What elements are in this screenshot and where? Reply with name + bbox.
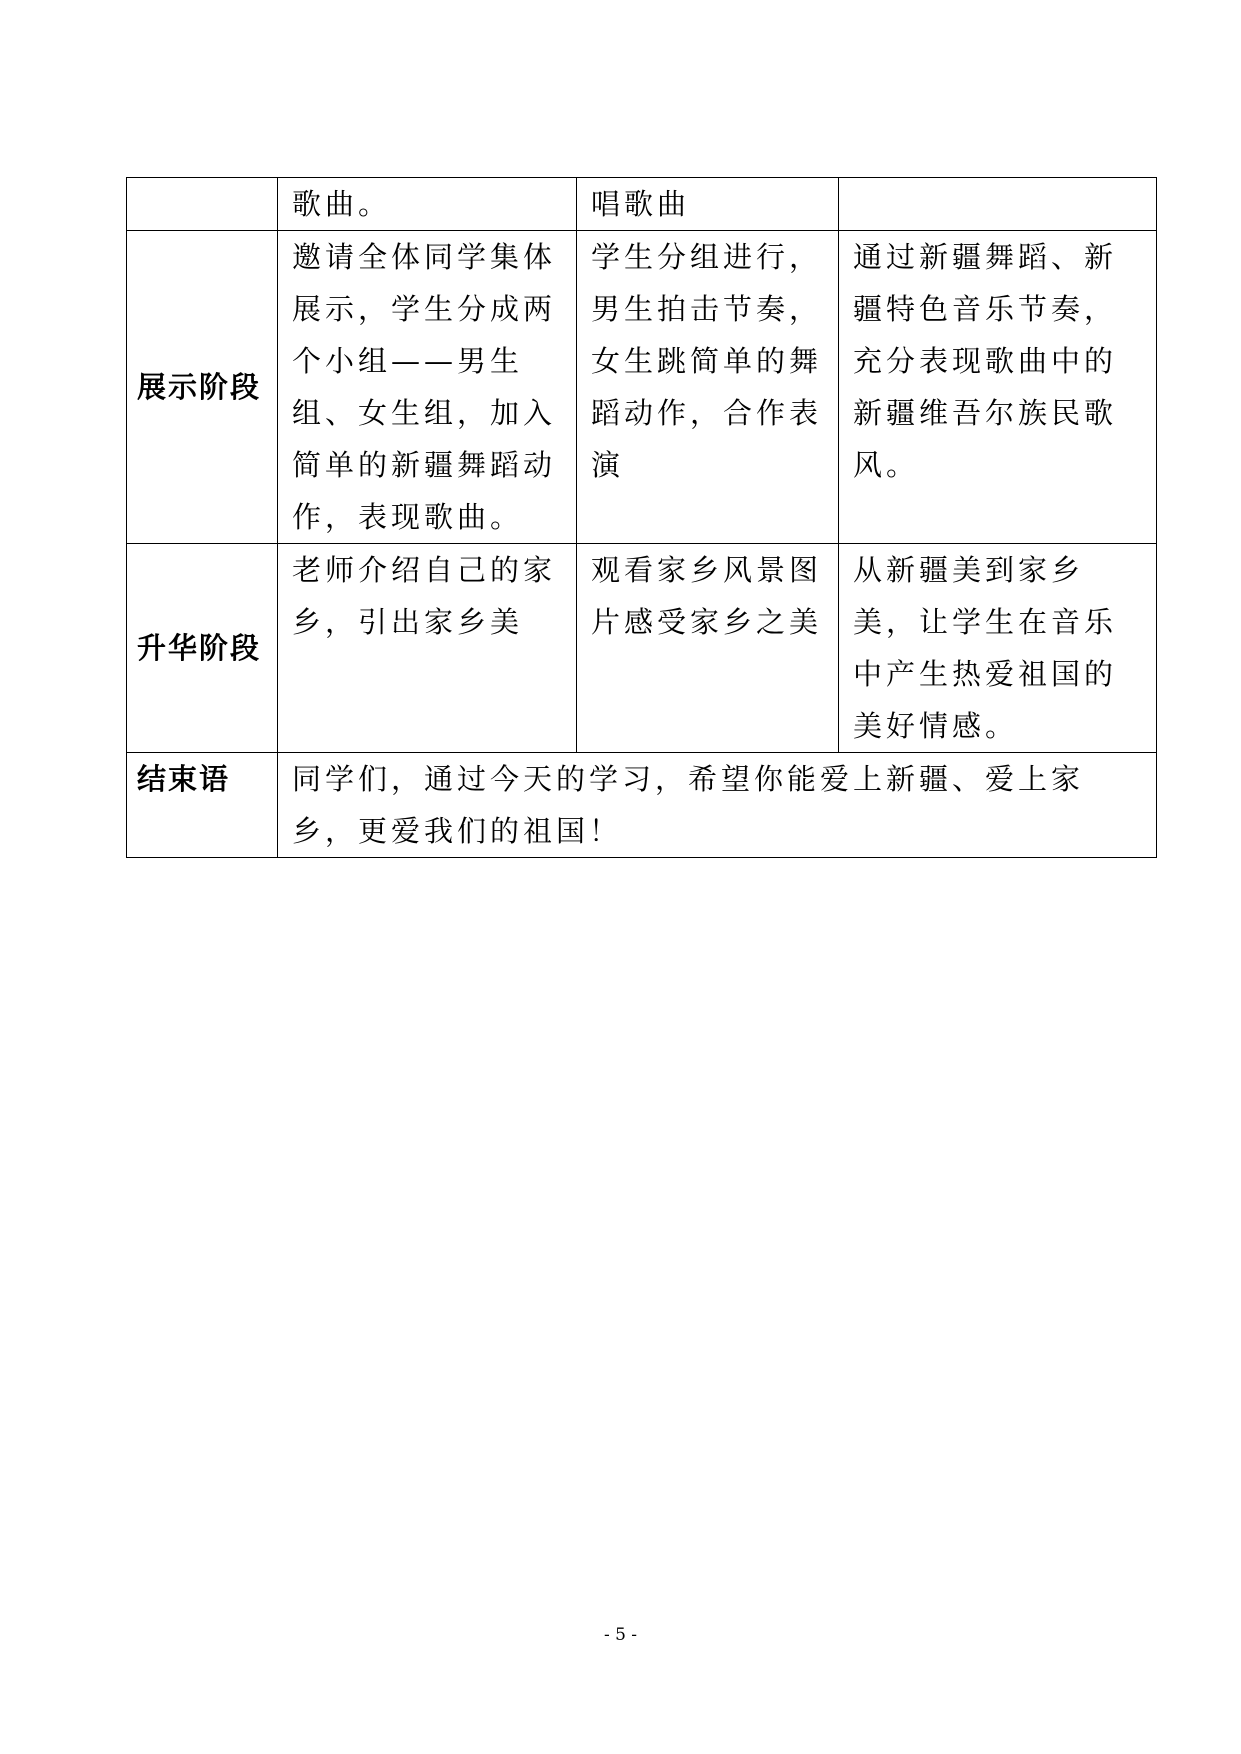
table-row: [127, 231, 1157, 544]
stage-cell: [127, 178, 278, 231]
teacher-activity-cell: 歌曲。: [278, 178, 577, 231]
stage-cell: 结束语: [127, 753, 278, 858]
student-activity-cell: 唱歌曲: [577, 178, 839, 231]
student-activity-cell: 学生分组进行，男生拍击节奏，女生跳简单的舞蹈动作，合作表演: [577, 231, 839, 544]
table-row: [127, 178, 1157, 231]
table-row: [127, 753, 1157, 858]
closing-remarks-cell: 同学们，通过今天的学习，希望你能爱上新疆、爱上家乡，更爱我们的祖国！: [278, 753, 1157, 858]
stage-cell: 升华阶段: [127, 544, 278, 753]
stage-cell: 展示阶段: [127, 231, 278, 544]
design-intent-cell: 通过新疆舞蹈、新疆特色音乐节奏，充分表现歌曲中的新疆维吾尔族民歌风。: [839, 231, 1157, 544]
lesson-plan-table: [126, 177, 1157, 858]
table-row: [127, 544, 1157, 753]
teacher-activity-cell: 老师介绍自己的家乡，引出家乡美: [278, 544, 577, 753]
design-intent-cell: 从新疆美到家乡美，让学生在音乐中产生热爱祖国的美好情感。: [839, 544, 1157, 753]
design-intent-cell: [839, 178, 1157, 231]
page-number: - 5 -: [603, 1625, 638, 1645]
student-activity-cell: 观看家乡风景图片感受家乡之美: [577, 544, 839, 753]
teacher-activity-cell: 邀请全体同学集体展示，学生分成两个小组——男生组、女生组，加入简单的新疆舞蹈动作，表现歌曲。: [278, 231, 577, 544]
